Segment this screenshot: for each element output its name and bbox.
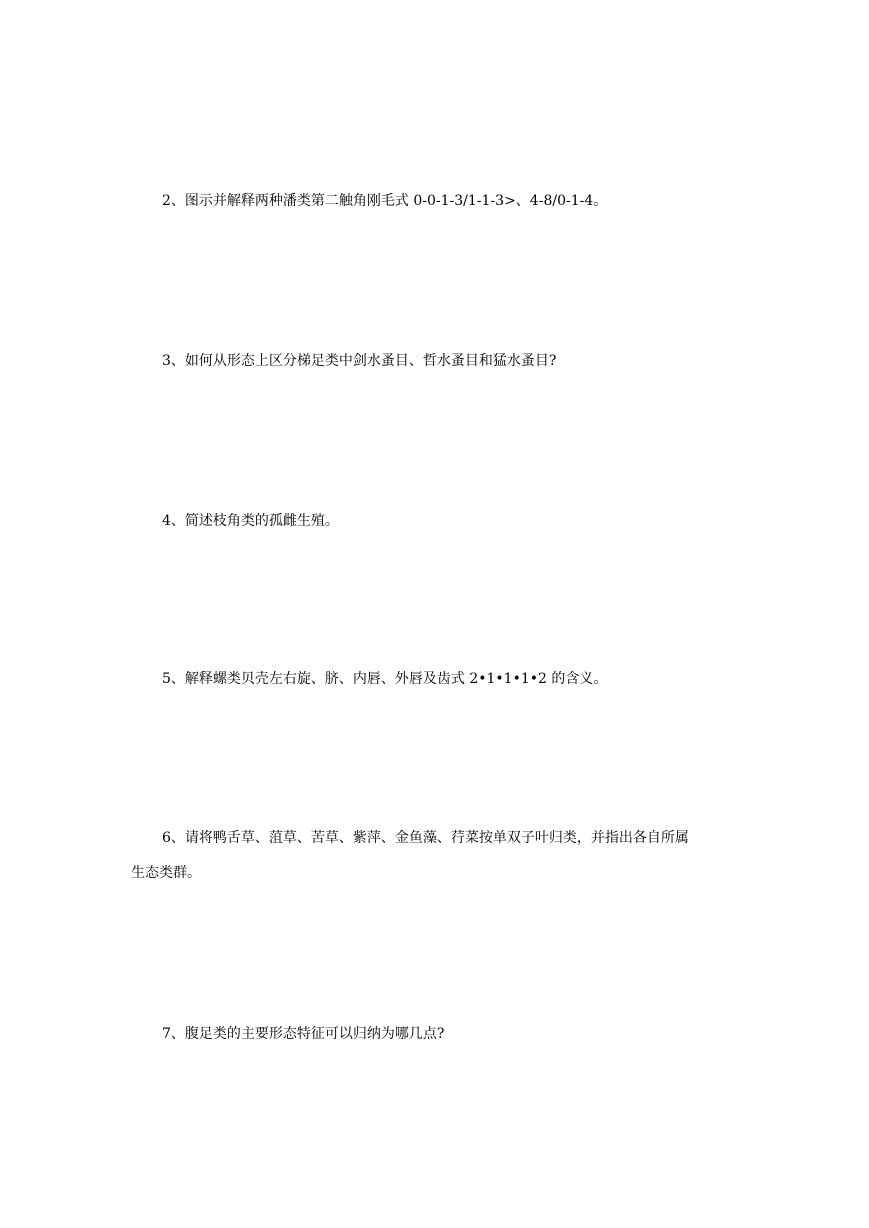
question-2-text: 2、图示并解释两种潘类第二触角刚毛式 0-0-1-3/1-1-3>、4-8/0-1-4。 [162,193,608,209]
question-7 [131,1017,751,1052]
question-6 [131,821,751,891]
question-4 [131,504,751,539]
question-2 [131,184,751,219]
question-4-text: 4、简述枝角类的孤雌生殖。 [162,513,339,529]
question-3-text: 3、如何从形态上区分梯足类中剑水蚤目、哲水蚤目和猛水蚤目? [162,353,557,369]
question-3 [131,344,751,379]
question-5 [131,662,751,697]
question-7-text: 7、腹足类的主要形态特征可以归纳为哪几点? [162,1026,445,1042]
question-6-text-line2: 生态类群。 [131,865,201,881]
question-5-text: 5、解释螺类贝壳左右旋、脐、内唇、外唇及齿式 2•1•1•1•2 的含义。 [162,671,608,687]
question-6-text-line1: 6、请将鸭舌草、菹草、苦草、紫萍、金鱼藻、荇菜按单双子叶归类，并指出各自所属 [162,830,689,846]
